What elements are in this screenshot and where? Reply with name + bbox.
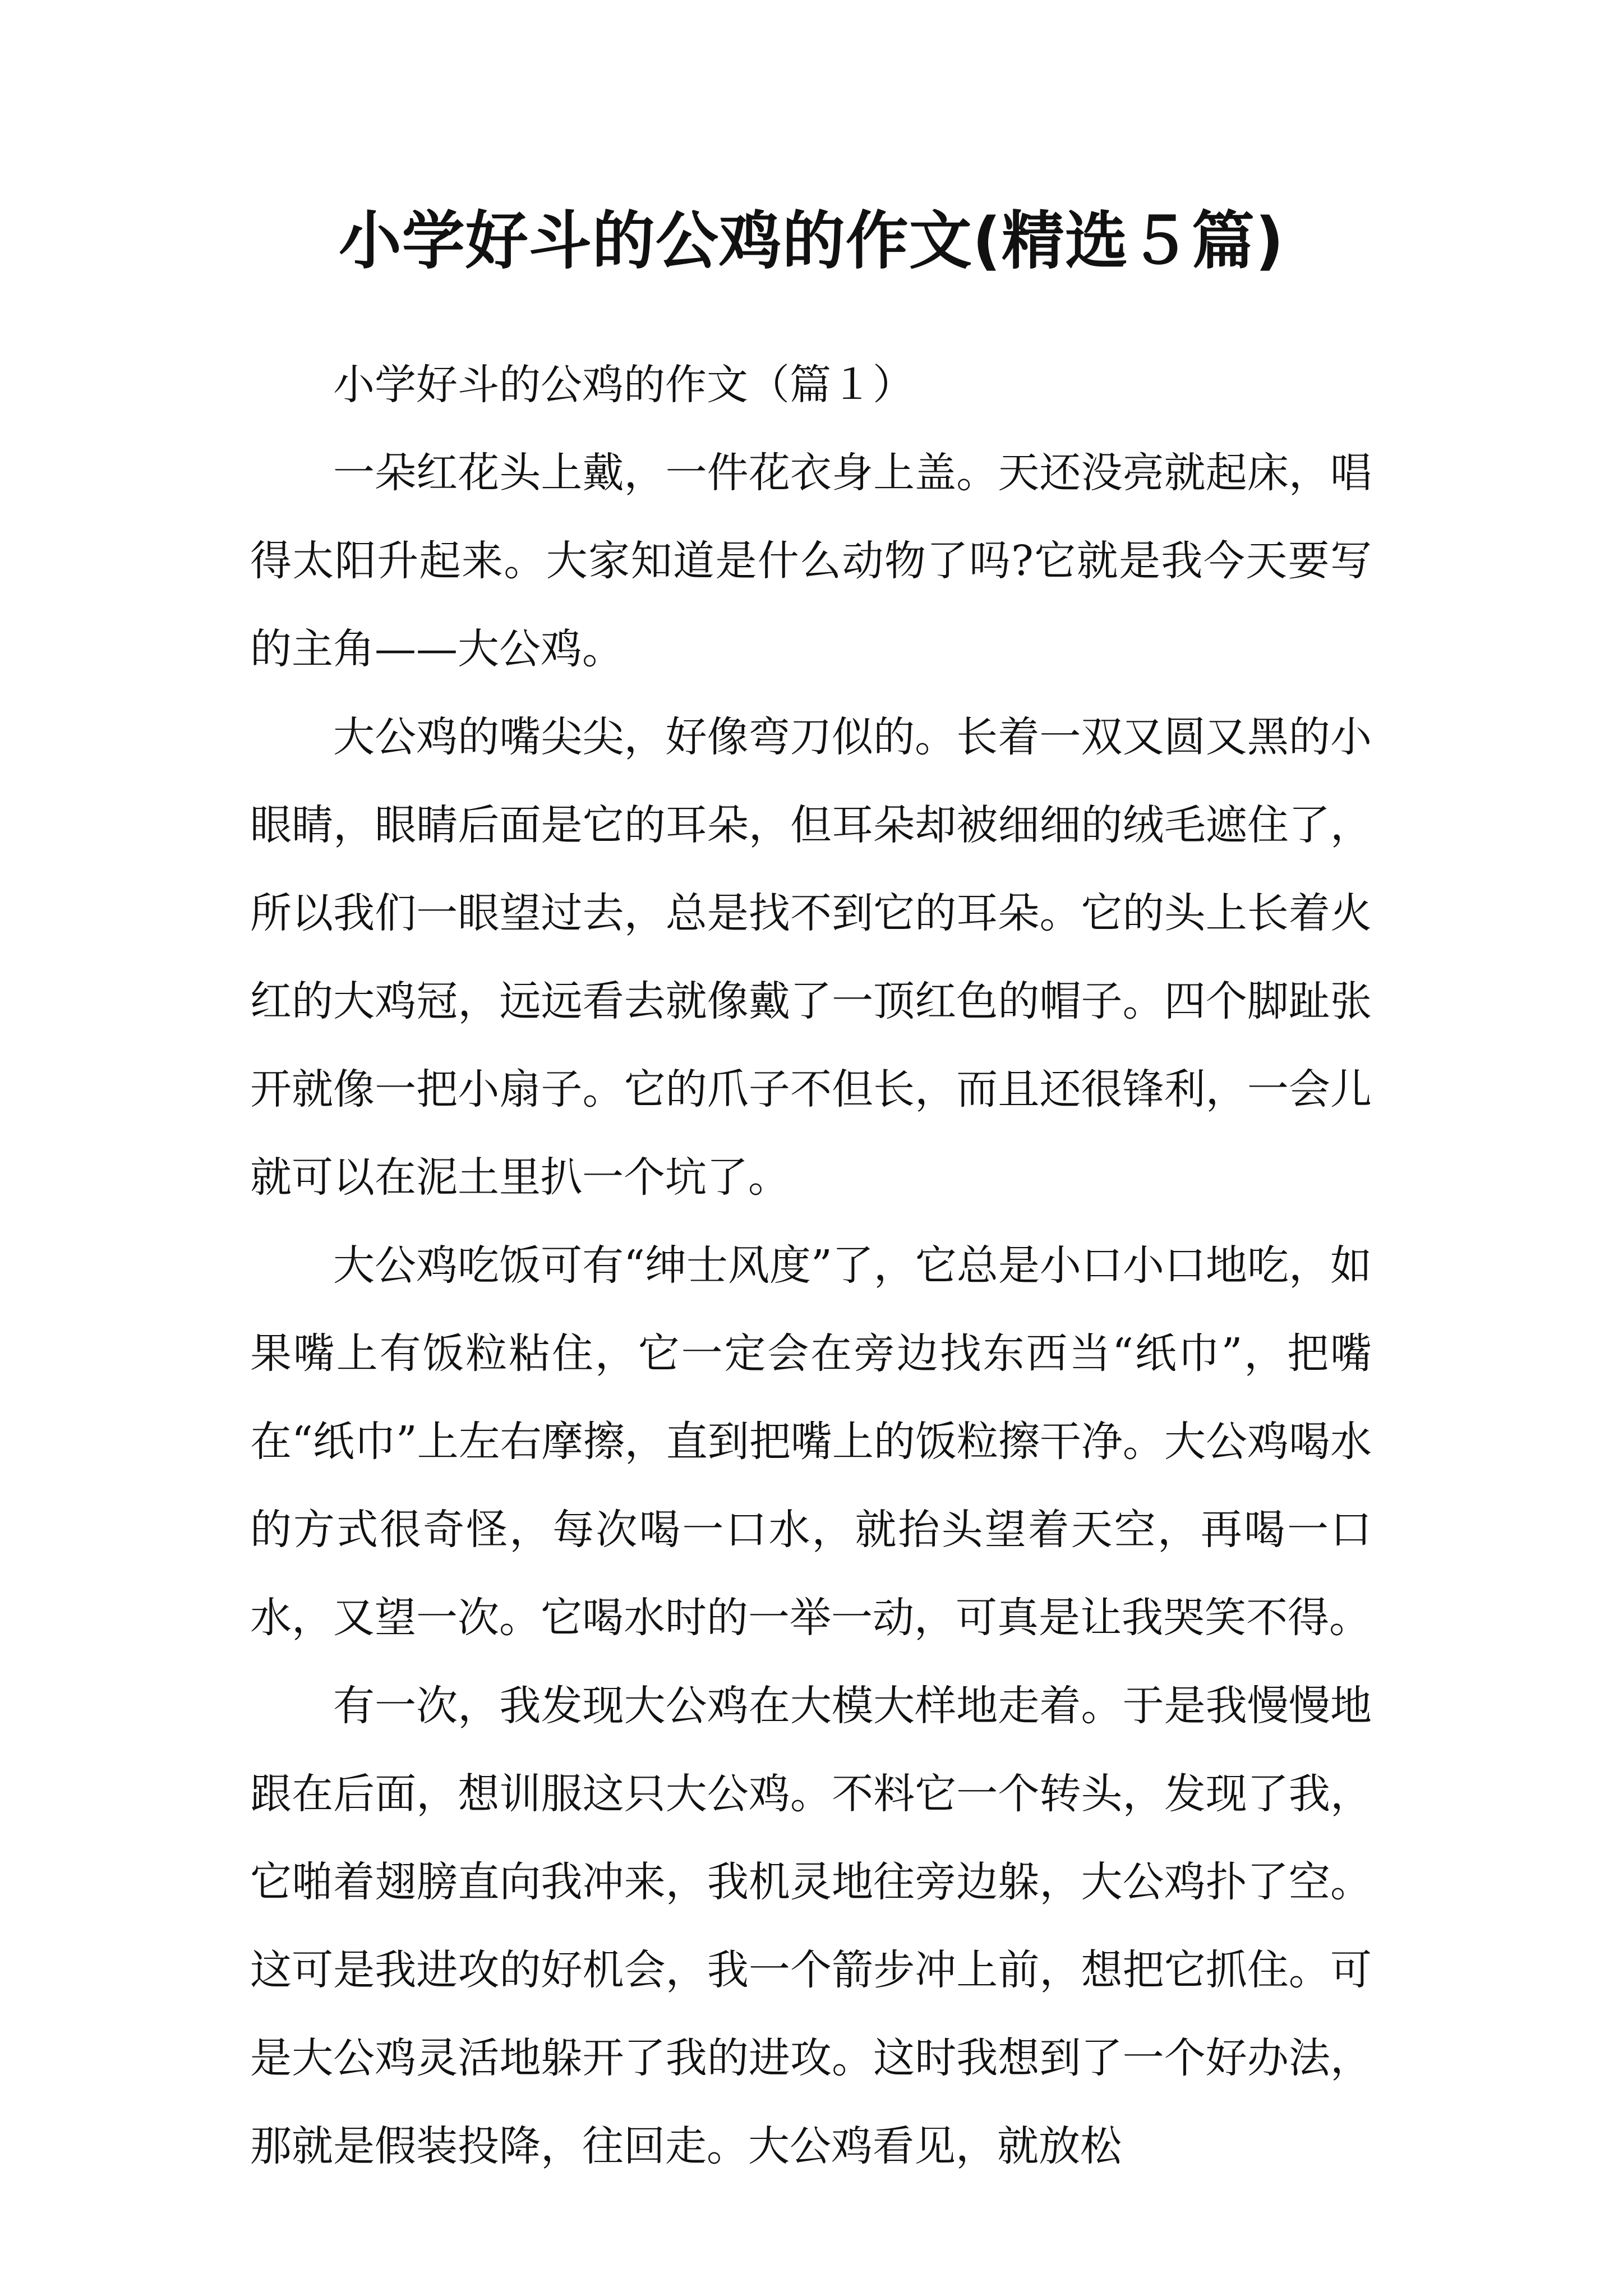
document-body	[250, 341, 1372, 2191]
document-title: 小学好斗的公鸡的作文(精选５篇)	[338, 205, 1285, 278]
paragraph: 大公鸡吃饭可有“绅士风度”了，它总是小口小口地吃，如果嘴上有饭粒粘住，它一定会在旁边找东西当“纸巾”，把嘴在“纸巾”上左右摩擦，直到把嘴上的饭粒擦干净。大公鸡喝水的方式很奇怪，每次喝一口水，就抬头望着天空，再喝一口水，又望一次。它喝水时的一举一动，可真是让我哭笑不得。	[250, 1241, 1372, 1642]
paragraph: 有一次，我发现大公鸡在大模大样地走着。于是我慢慢地跟在后面，想训服这只大公鸡。不料它一个转头，发现了我，它啪着翅膀直向我冲来，我机灵地往旁边躲，大公鸡扑了空。这可是我进攻的好机会，我一个箭步冲上前，想把它抓住。可是大公鸡灵活地躲开了我的进攻。这时我想到了一个好办法，那就是假装投降，往回走。大公鸡看见，就放松	[250, 1682, 1372, 2170]
section-heading: 小学好斗的公鸡的作文（篇１）	[333, 361, 914, 409]
paragraph: 大公鸡的嘴尖尖，好像弯刀似的。长着一双又圆又黑的小眼睛，眼睛后面是它的耳朵，但耳朵却被细细的绒毛遮住了，所以我们一眼望过去，总是找不到它的耳朵。它的头上长着火红的大鸡冠，远远看去就像戴了一顶红色的帽子。四个脚趾张开就像一把小扇子。它的爪子不但长，而且还很锋利，一会儿就可以在泥土里扒一个坑了。	[250, 713, 1372, 1202]
paragraph: 一朵红花头上戴，一件花衣身上盖。天还没亮就起床，唱得太阳升起来。大家知道是什么动物了吗?它就是我今天要写的主角——大公鸡。	[250, 449, 1372, 673]
